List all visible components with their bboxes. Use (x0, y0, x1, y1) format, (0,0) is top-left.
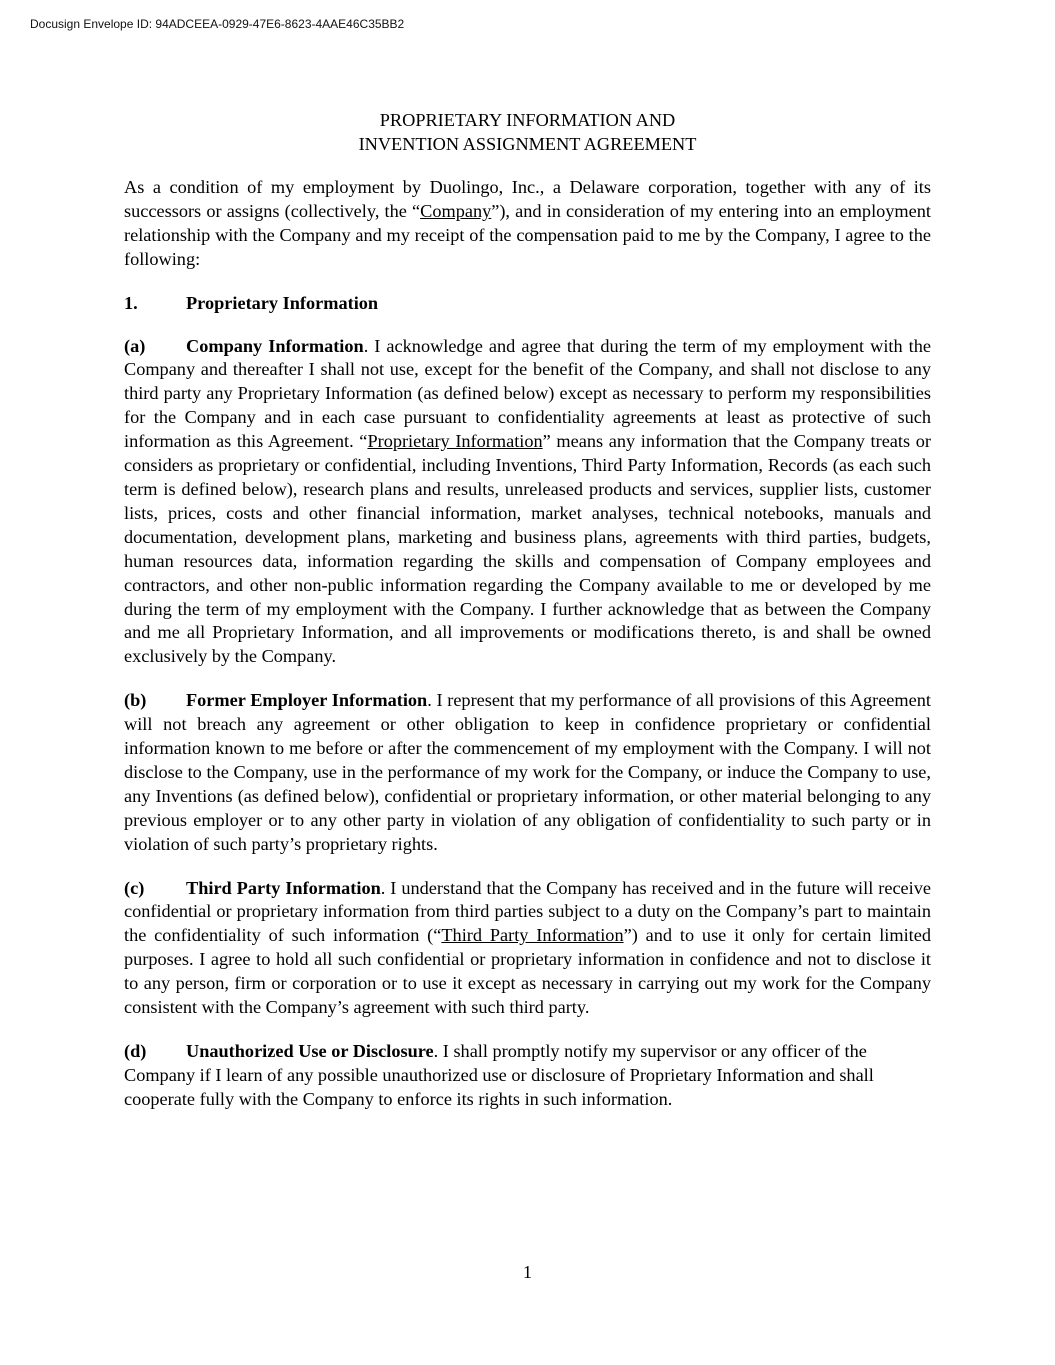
document-title (0, 108, 1055, 156)
paragraph-a (124, 335, 931, 670)
document-body (124, 176, 931, 1132)
paragraph-a-heading: Company Information (186, 335, 364, 356)
title-line-2: INVENTION ASSIGNMENT AGREEMENT (358, 134, 697, 154)
envelope-id: Docusign Envelope ID: 94ADCEEA-0929-47E6-8623-4AAE46C35BB2 (30, 17, 405, 31)
paragraph-c (124, 877, 931, 1020)
paragraph-b-label: (b) (124, 690, 147, 711)
paragraph-c-heading: Third Party Information (186, 877, 381, 898)
section-1-heading (124, 292, 931, 316)
paragraph-d-heading: Unauthorized Use or Disclosure (186, 1041, 434, 1061)
section-title: Proprietary Information (186, 292, 379, 313)
intro-paragraph (124, 176, 931, 272)
paragraph-b-heading: Former Employer Information (186, 690, 428, 711)
paragraph-c-label: (c) (124, 877, 145, 898)
paragraph-d (124, 1040, 931, 1112)
paragraph-c-text-1: . I understand that the Company has received and in the future will receive confidential or proprietary information from third parties subject to a duty on the Company’s part to maintain the confidentiality of such information (“ (124, 877, 932, 946)
paragraph-a-text-2: ” means any information that the Company treats or considers as proprietary or confidential, including Inventions, Third Party Information, Records (as each such term is defined below), research plans and results, unreleased products and services, supplier lists, customer lists, prices, costs and other financial information, market analyses, technical notebooks, manuals and documentation, development plans, marketing and business plans, agreements with third parties, budgets, human resources data, information regarding the skills and compensation of Company employees and contractors, and other non-public information regarding the Company available to me or developed by me during the term of my employment with the Company. I further acknowledge that as between the Company and me all Proprietary Information, and all improvements or modifications thereto, is and shall be owned exclusively by the Company. (124, 431, 931, 667)
paragraph-b (124, 689, 931, 856)
intro-text-1: As a condition of my employment by Duolingo, Inc., a Delaware corporation, together with any of its successors or assigns (collectively, the “ (124, 177, 931, 221)
paragraph-a-label: (a) (124, 335, 146, 356)
section-number: 1. (124, 292, 138, 313)
defined-term-third-party-information: Third Party Information (441, 925, 624, 946)
title-line-1: PROPRIETARY INFORMATION AND (379, 110, 676, 130)
paragraph-b-text: . I represent that my performance of all provisions of this Agreement will not breach any agreement or other obligation to keep in confidence proprietary or confidential information known to me before or after the commencement of my employment with the Company. I will not disclose to the Company, use in the performance of my work for the Company, or induce the Company to use, any Inventions (as defined below), confidential or proprietary information, or other material belonging to any previous employer or to any other party in violation of any obligation of confidentiality to such party or in violation of such party’s proprietary rights. (124, 690, 931, 854)
defined-term-company: Company (420, 200, 492, 221)
paragraph-c-text-2: ”) and to use it only for certain limited purposes. I agree to hold all such confidential or proprietary information in confidence and not to disclose it to any person, firm or corporation or to use it except as necessary in carrying out my work for the Company consistent with the Company’s agreement with such third party. (124, 925, 931, 1018)
paragraph-d-label: (d) (124, 1041, 147, 1061)
page-number: 1 (522, 1262, 533, 1282)
intro-text-2: ”), and in consideration of my entering into an employment relationship with the Company and my receipt of the compensation paid to me by the Company, I agree to the following: (124, 200, 931, 269)
paragraph-a-text-1: . I acknowledge and agree that during the term of my employment with the Company and thereafter I shall not use, except for the benefit of the Company, and shall not disclose to any third party any Proprietary Information (as defined below) except as necessary to perform my responsibilities for the Company and in each case pursuant to confidentiality agreements at least as protective of such information as this Agreement. “ (124, 335, 931, 452)
paragraph-d-text: . I shall promptly notify my supervisor or any officer of the Company if I learn of any possible unauthorized use or disclosure of Proprietary Information and shall cooperate fully with the Company to enforce its rights in such information. (124, 1041, 874, 1109)
defined-term-proprietary-information: Proprietary Information (367, 431, 543, 452)
